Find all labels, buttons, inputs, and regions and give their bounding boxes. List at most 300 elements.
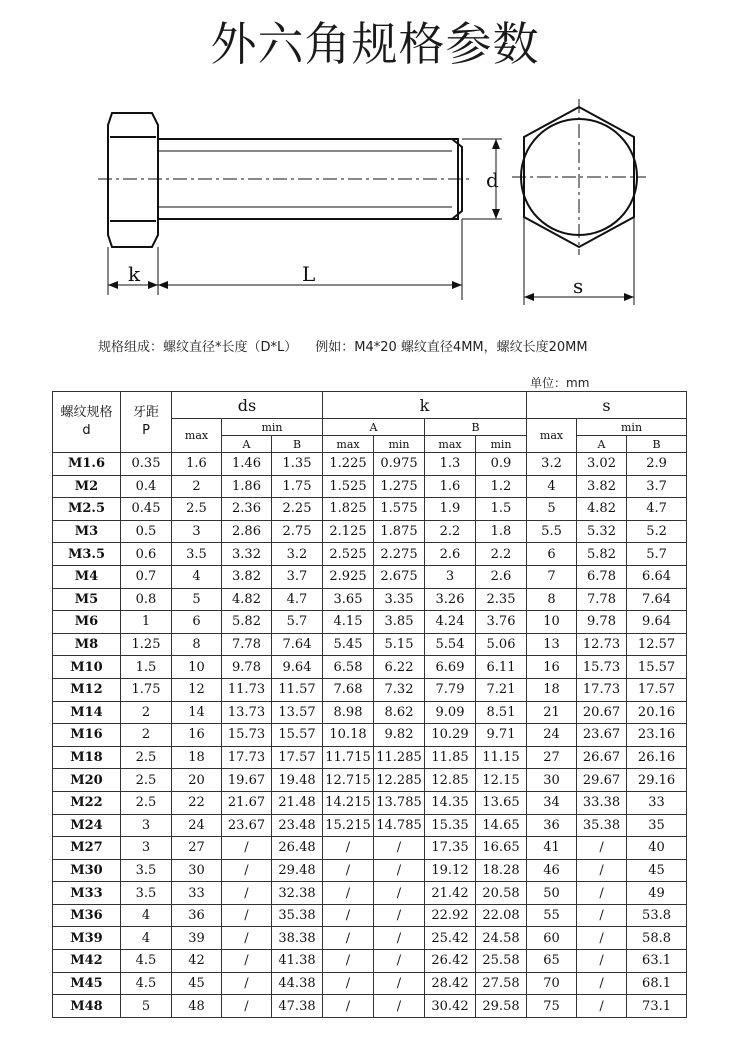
table-row [53,678,687,701]
cell-s-max: 36 [527,814,577,837]
cell-thread-size: M5 [53,588,121,611]
cell-s-min-a: 26.67 [577,746,627,769]
cell-k-a-min: 1.275 [374,475,425,498]
table-row [53,588,687,611]
cell-ds-min-a: 9.78 [222,656,272,679]
table-row [53,520,687,543]
cell-s-min-a: 23.67 [577,724,627,747]
cell-ds-min-b: 3.7 [272,565,323,588]
unit-label: 单位：mm [530,376,590,390]
cell-s-min-b: 35 [627,814,687,837]
cell-k-a-max: / [323,995,374,1018]
cell-s-max: 13 [527,633,577,656]
cell-k-b-max: 11.85 [425,746,476,769]
cell-ds-max: 45 [172,972,222,995]
label-s: s [573,274,584,298]
header-k-b-max: max [425,436,476,453]
header-pitch-label: 牙距 [132,405,159,420]
cell-pitch: 0.45 [121,498,172,521]
cell-thread-size: M22 [53,791,121,814]
cell-thread-size: M8 [53,633,121,656]
cell-ds-min-a: 2.36 [222,498,272,521]
cell-ds-max: 48 [172,995,222,1018]
label-d: d [486,168,499,192]
cell-s-max: 3.2 [527,453,577,476]
cell-k-b-max: 4.24 [425,611,476,634]
cell-k-a-min: / [374,882,425,905]
cell-ds-min-a: / [222,927,272,950]
cell-pitch: 3.5 [121,859,172,882]
cell-pitch: 4.5 [121,972,172,995]
cell-ds-min-b: 26.48 [272,837,323,860]
cell-k-a-min: 3.35 [374,588,425,611]
cell-s-min-b: 45 [627,859,687,882]
cell-thread-size: M3.5 [53,543,121,566]
cell-ds-min-b: 11.57 [272,678,323,701]
cell-k-a-max: 2.925 [323,565,374,588]
cell-thread-size: M24 [53,814,121,837]
cell-k-b-min: 5.06 [476,633,527,656]
cell-s-min-a: / [577,995,627,1018]
cell-s-min-b: 3.7 [627,475,687,498]
cell-ds-min-b: 15.57 [272,724,323,747]
cell-s-min-a: 6.78 [577,565,627,588]
cell-k-a-min: / [374,995,425,1018]
cell-s-max: 4 [527,475,577,498]
cell-ds-min-a: / [222,837,272,860]
cell-s-min-b: 68.1 [627,972,687,995]
cell-ds-max: 5 [172,588,222,611]
cell-ds-min-b: 19.48 [272,769,323,792]
cell-k-b-max: 7.79 [425,678,476,701]
cell-k-b-max: 12.85 [425,769,476,792]
cell-s-min-a: 3.82 [577,475,627,498]
cell-ds-min-a: / [222,882,272,905]
cell-k-a-min: 7.32 [374,678,425,701]
cell-ds-min-b: 1.75 [272,475,323,498]
cell-ds-min-b: 2.25 [272,498,323,521]
table-row [53,972,687,995]
cell-k-b-min: 11.15 [476,746,527,769]
table-row [53,837,687,860]
cell-s-max: 10 [527,611,577,634]
cell-k-a-min: / [374,972,425,995]
header-thread-spec-symbol: d [82,423,91,438]
cell-s-max: 55 [527,904,577,927]
cell-k-b-min: 1.2 [476,475,527,498]
table-row [53,475,687,498]
cell-s-min-a: / [577,972,627,995]
cell-thread-size: M16 [53,724,121,747]
header-ds-max: max [172,419,222,453]
cell-k-a-min: 2.675 [374,565,425,588]
cell-pitch: 4.5 [121,950,172,973]
cell-s-min-a: / [577,927,627,950]
cell-pitch: 2.5 [121,769,172,792]
cell-thread-size: M48 [53,995,121,1018]
header-thread-spec [53,392,121,453]
cell-s-min-b: 26.16 [627,746,687,769]
cell-k-a-min: 0.975 [374,453,425,476]
header-k-a-max: max [323,436,374,453]
cell-thread-size: M33 [53,882,121,905]
header-ds: ds [172,392,323,419]
cell-s-max: 5 [527,498,577,521]
table-row [53,746,687,769]
cell-thread-size: M39 [53,927,121,950]
cell-s-max: 75 [527,995,577,1018]
cell-ds-min-a: 1.46 [222,453,272,476]
cell-k-a-min: 1.875 [374,520,425,543]
cell-k-b-max: 1.3 [425,453,476,476]
cell-s-max: 60 [527,927,577,950]
cell-s-min-a: / [577,950,627,973]
bolt-head-shape [108,113,158,247]
cell-s-min-a: 12.73 [577,633,627,656]
cell-thread-size: M4 [53,565,121,588]
cell-k-a-max: 1.525 [323,475,374,498]
table-row [53,791,687,814]
cell-ds-max: 6 [172,611,222,634]
cell-k-b-max: 30.42 [425,995,476,1018]
cell-k-a-max: / [323,904,374,927]
cell-pitch: 1 [121,611,172,634]
cell-ds-min-a: 1.86 [222,475,272,498]
cell-ds-min-a: 17.73 [222,746,272,769]
cell-ds-min-a: 3.32 [222,543,272,566]
cell-k-a-max: 12.715 [323,769,374,792]
cell-s-max: 50 [527,882,577,905]
header-s: s [527,392,687,419]
cell-pitch: 3 [121,814,172,837]
cell-s-min-b: 53.8 [627,904,687,927]
cell-pitch: 2.5 [121,791,172,814]
cell-ds-min-a: 11.73 [222,678,272,701]
cell-ds-max: 16 [172,724,222,747]
cell-k-b-min: 9.71 [476,724,527,747]
cell-k-a-min: / [374,950,425,973]
table-row [53,882,687,905]
cell-k-b-min: 24.58 [476,927,527,950]
cell-k-a-min: 8.62 [374,701,425,724]
cell-thread-size: M2.5 [53,498,121,521]
cell-k-a-max: 1.225 [323,453,374,476]
cell-ds-min-a: 21.67 [222,791,272,814]
cell-s-min-b: 73.1 [627,995,687,1018]
header-s-min: min [577,419,687,436]
cell-pitch: 1.5 [121,656,172,679]
cell-s-min-a: 29.67 [577,769,627,792]
table-row [53,995,687,1018]
cell-thread-size: M2 [53,475,121,498]
cell-thread-size: M1.6 [53,453,121,476]
cell-s-min-a: 7.78 [577,588,627,611]
table-row [53,769,687,792]
cell-k-a-max: / [323,950,374,973]
cell-pitch: 4 [121,927,172,950]
cell-s-min-b: 6.64 [627,565,687,588]
cell-k-b-min: 2.6 [476,565,527,588]
cell-k-a-max: 2.125 [323,520,374,543]
cell-k-a-min: 12.285 [374,769,425,792]
cell-k-a-min: 5.15 [374,633,425,656]
cell-k-a-min: / [374,904,425,927]
table-row [53,656,687,679]
header-s-min-b: B [627,436,687,453]
cell-ds-min-a: 4.82 [222,588,272,611]
cell-ds-min-b: 23.48 [272,814,323,837]
cell-pitch: 0.35 [121,453,172,476]
cell-ds-max: 27 [172,837,222,860]
cell-ds-max: 36 [172,904,222,927]
cell-ds-min-b: 35.38 [272,904,323,927]
bolt-diagram [90,95,650,310]
cell-ds-min-a: / [222,995,272,1018]
cell-ds-max: 10 [172,656,222,679]
cell-k-b-max: 22.92 [425,904,476,927]
cell-ds-min-a: 5.82 [222,611,272,634]
cell-s-max: 65 [527,950,577,973]
cell-ds-min-a: / [222,950,272,973]
cell-k-b-max: 3.26 [425,588,476,611]
cell-ds-min-b: 13.57 [272,701,323,724]
spec-table [52,391,687,1018]
spec-table-body [53,453,687,1018]
cell-k-b-min: 2.35 [476,588,527,611]
cell-k-a-min: / [374,837,425,860]
cell-ds-min-a: 7.78 [222,633,272,656]
cell-ds-max: 14 [172,701,222,724]
cell-s-max: 7 [527,565,577,588]
table-row [53,453,687,476]
cell-ds-max: 33 [172,882,222,905]
cell-s-min-a: 17.73 [577,678,627,701]
cell-ds-min-b: 9.64 [272,656,323,679]
cell-k-a-min: 3.85 [374,611,425,634]
header-k-grade-b: B [425,419,527,436]
cell-k-b-max: 1.6 [425,475,476,498]
cell-s-max: 34 [527,791,577,814]
table-row [53,565,687,588]
cell-s-min-a: / [577,837,627,860]
header-thread-spec-label: 螺纹规格 [60,405,113,420]
cell-ds-max: 2.5 [172,498,222,521]
cell-ds-min-a: 2.86 [222,520,272,543]
cell-s-min-a: 33.38 [577,791,627,814]
cell-k-b-max: 1.9 [425,498,476,521]
cell-s-min-a: 3.02 [577,453,627,476]
cell-k-b-max: 2.2 [425,520,476,543]
cell-ds-min-a: 23.67 [222,814,272,837]
cell-pitch: 0.8 [121,588,172,611]
cell-k-b-min: 6.11 [476,656,527,679]
cell-s-min-b: 33 [627,791,687,814]
cell-ds-max: 42 [172,950,222,973]
cell-k-a-max: 11.715 [323,746,374,769]
cell-ds-min-a: 13.73 [222,701,272,724]
cell-ds-max: 3 [172,520,222,543]
cell-s-min-b: 2.9 [627,453,687,476]
cell-k-b-min: 22.08 [476,904,527,927]
cell-s-max: 30 [527,769,577,792]
table-row [53,724,687,747]
cell-ds-max: 39 [172,927,222,950]
cell-k-a-max: / [323,837,374,860]
cell-s-max: 70 [527,972,577,995]
cell-s-min-a: / [577,859,627,882]
cell-k-b-min: 29.58 [476,995,527,1018]
cell-pitch: 0.4 [121,475,172,498]
cell-ds-min-b: 47.38 [272,995,323,1018]
caption-composition: 规格组成：螺纹直径*长度（D*L） [98,340,298,355]
cell-k-b-min: 13.65 [476,791,527,814]
cell-s-min-a: 5.32 [577,520,627,543]
cell-ds-max: 8 [172,633,222,656]
cell-k-a-max: / [323,859,374,882]
cell-s-min-b: 9.64 [627,611,687,634]
cell-k-a-max: / [323,972,374,995]
cell-k-a-max: / [323,927,374,950]
cell-ds-min-b: 17.57 [272,746,323,769]
header-s-min-a: A [577,436,627,453]
cell-pitch: 1.25 [121,633,172,656]
cell-ds-min-a: 15.73 [222,724,272,747]
cell-thread-size: M42 [53,950,121,973]
cell-s-min-b: 40 [627,837,687,860]
cell-k-b-max: 21.42 [425,882,476,905]
cell-k-b-max: 28.42 [425,972,476,995]
table-row [53,498,687,521]
cell-s-min-b: 7.64 [627,588,687,611]
cell-s-max: 5.5 [527,520,577,543]
cell-ds-max: 1.6 [172,453,222,476]
cell-ds-min-b: 29.48 [272,859,323,882]
cell-ds-min-b: 32.38 [272,882,323,905]
cell-k-a-min: / [374,927,425,950]
cell-thread-size: M6 [53,611,121,634]
table-row [53,927,687,950]
cell-ds-max: 30 [172,859,222,882]
cell-ds-min-b: 3.2 [272,543,323,566]
cell-k-b-max: 15.35 [425,814,476,837]
cell-thread-size: M10 [53,656,121,679]
cell-pitch: 4 [121,904,172,927]
caption-example: 例如：M4*20 螺纹直径4MM，螺纹长度20MM [315,340,588,355]
cell-k-b-max: 3 [425,565,476,588]
cell-k-b-min: 12.15 [476,769,527,792]
cell-ds-max: 18 [172,746,222,769]
cell-ds-max: 4 [172,565,222,588]
cell-ds-max: 24 [172,814,222,837]
cell-thread-size: M14 [53,701,121,724]
cell-s-min-a: 35.38 [577,814,627,837]
cell-ds-min-b: 7.64 [272,633,323,656]
cell-k-b-min: 20.58 [476,882,527,905]
cell-pitch: 2 [121,701,172,724]
cell-pitch: 3 [121,837,172,860]
cell-ds-min-b: 5.7 [272,611,323,634]
cell-k-b-max: 6.69 [425,656,476,679]
table-row [53,543,687,566]
table-row [53,904,687,927]
cell-ds-max: 2 [172,475,222,498]
spec-caption [98,336,588,355]
cell-k-a-min: / [374,859,425,882]
cell-ds-min-b: 1.35 [272,453,323,476]
cell-k-b-min: 18.28 [476,859,527,882]
cell-thread-size: M18 [53,746,121,769]
cell-s-max: 21 [527,701,577,724]
cell-k-a-max: 2.525 [323,543,374,566]
header-s-max: max [527,419,577,453]
cell-thread-size: M3 [53,520,121,543]
cell-s-min-b: 23.16 [627,724,687,747]
cell-pitch: 2 [121,724,172,747]
cell-ds-min-b: 21.48 [272,791,323,814]
cell-ds-min-b: 2.75 [272,520,323,543]
cell-thread-size: M36 [53,904,121,927]
table-row [53,814,687,837]
cell-k-b-max: 10.29 [425,724,476,747]
cell-s-min-b: 17.57 [627,678,687,701]
cell-s-max: 41 [527,837,577,860]
cell-thread-size: M30 [53,859,121,882]
cell-pitch: 0.6 [121,543,172,566]
cell-k-b-min: 2.2 [476,543,527,566]
cell-k-a-min: 6.22 [374,656,425,679]
cell-ds-min-a: 3.82 [222,565,272,588]
cell-k-b-min: 16.65 [476,837,527,860]
cell-s-max: 18 [527,678,577,701]
cell-k-a-max: 4.15 [323,611,374,634]
cell-ds-max: 3.5 [172,543,222,566]
header-pitch-symbol: P [142,423,150,438]
cell-k-b-max: 25.42 [425,927,476,950]
header-k-a-min: min [374,436,425,453]
cell-s-min-b: 63.1 [627,950,687,973]
cell-ds-min-b: 41.38 [272,950,323,973]
cell-k-b-max: 17.35 [425,837,476,860]
cell-k-a-min: 2.275 [374,543,425,566]
cell-s-min-a: 9.78 [577,611,627,634]
cell-ds-min-a: / [222,972,272,995]
cell-k-a-max: 3.65 [323,588,374,611]
cell-k-b-min: 14.65 [476,814,527,837]
cell-s-min-a: 15.73 [577,656,627,679]
cell-ds-min-a: 19.67 [222,769,272,792]
cell-ds-max: 20 [172,769,222,792]
cell-pitch: 2.5 [121,746,172,769]
header-ds-min-a: A [222,436,272,453]
cell-thread-size: M12 [53,678,121,701]
cell-k-a-max: 7.68 [323,678,374,701]
header-ds-min: min [222,419,323,436]
cell-pitch: 1.75 [121,678,172,701]
cell-k-b-min: 8.51 [476,701,527,724]
header-k: k [323,392,527,419]
cell-k-a-max: 5.45 [323,633,374,656]
cell-s-min-a: / [577,882,627,905]
label-L: L [302,262,316,286]
cell-k-b-min: 27.58 [476,972,527,995]
cell-pitch: 5 [121,995,172,1018]
cell-s-max: 6 [527,543,577,566]
cell-s-min-b: 5.2 [627,520,687,543]
cell-k-b-min: 25.58 [476,950,527,973]
cell-k-b-max: 5.54 [425,633,476,656]
cell-k-a-max: 6.58 [323,656,374,679]
cell-pitch: 3.5 [121,882,172,905]
